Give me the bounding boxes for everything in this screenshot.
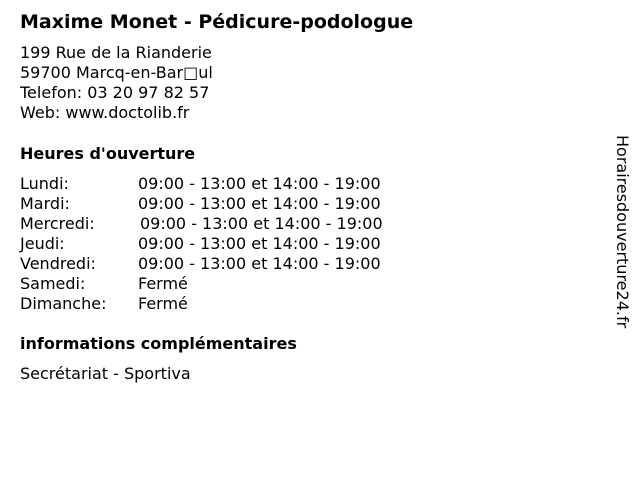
day-label: Samedi: xyxy=(20,274,86,293)
time-value: Fermé xyxy=(138,294,188,313)
day-label: Vendredi: xyxy=(20,254,96,273)
day-label: Jeudi: xyxy=(20,234,65,253)
website: Web: www.doctolib.fr xyxy=(20,103,190,122)
time-value: 09:00 - 13:00 et 14:00 - 19:00 xyxy=(138,194,381,213)
address-city: 59700 Marcq-en-Bar□ul xyxy=(20,63,213,82)
address-block xyxy=(20,43,213,123)
day-label: Mercredi: xyxy=(20,214,95,233)
site-watermark: Horairesdouverture24.fr xyxy=(613,135,632,329)
address-street: 199 Rue de la Rianderie xyxy=(20,43,212,62)
time-value: 09:00 - 13:00 et 14:00 - 19:00 xyxy=(140,214,383,233)
additional-info-text: Secrétariat - Sportiva xyxy=(20,364,191,383)
time-value: 09:00 - 13:00 et 14:00 - 19:00 xyxy=(138,254,381,273)
opening-hours-heading: Heures d'ouverture xyxy=(20,144,196,163)
phone-number: Telefon: 03 20 97 82 57 xyxy=(20,83,210,102)
time-value: 09:00 - 13:00 et 14:00 - 19:00 xyxy=(138,174,381,193)
time-value: Fermé xyxy=(138,274,188,293)
day-label: Lundi: xyxy=(20,174,69,193)
day-label: Mardi: xyxy=(20,194,70,213)
time-value: 09:00 - 13:00 et 14:00 - 19:00 xyxy=(138,234,381,253)
page-title: Maxime Monet - Pédicure-podologue xyxy=(20,11,414,33)
day-label: Dimanche: xyxy=(20,294,107,313)
additional-info-heading: informations complémentaires xyxy=(20,334,297,353)
